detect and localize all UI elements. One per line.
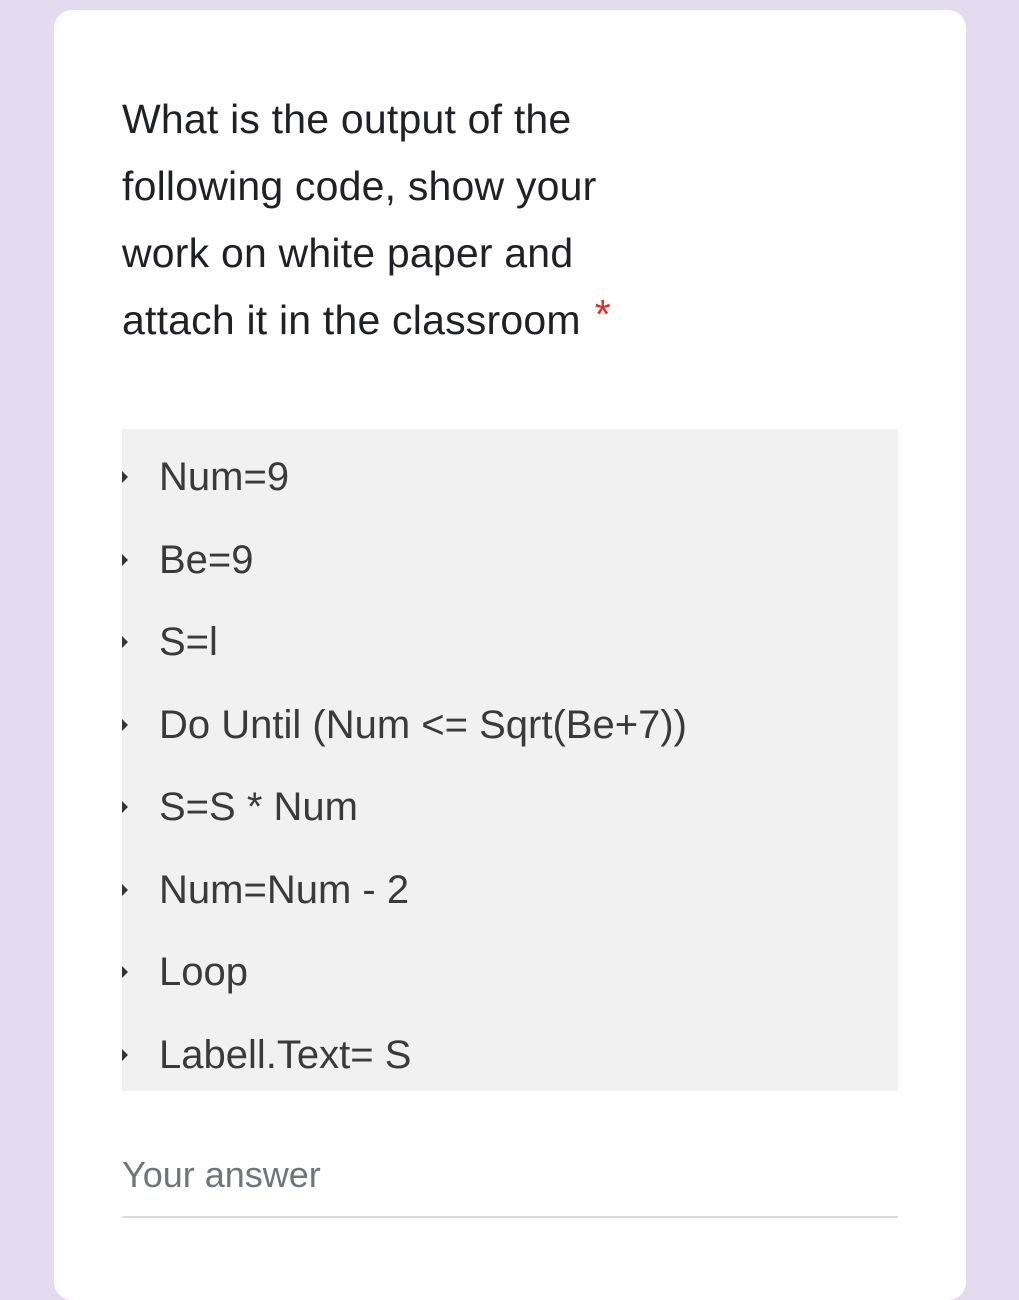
code-line-text: Loop [159, 949, 248, 994]
bullet-icon [122, 471, 128, 483]
code-image [122, 429, 898, 1091]
code-line [122, 860, 409, 920]
code-line [122, 777, 358, 837]
question-title [122, 86, 722, 354]
bullet-icon [122, 1049, 128, 1061]
code-line-text: Num=Num - 2 [159, 867, 410, 912]
bullet-icon [122, 636, 128, 648]
code-line [122, 612, 218, 672]
question-line: work on white paper and [122, 230, 574, 276]
code-line [122, 695, 687, 755]
question-line-text: attach it in the classroom [122, 297, 581, 343]
code-line-text: Be=9 [159, 537, 254, 582]
question-card [54, 10, 966, 1300]
bullet-icon [122, 966, 128, 978]
required-asterisk: * [594, 291, 611, 337]
question-line: following code, show your [122, 163, 597, 209]
bullet-icon [122, 554, 128, 566]
code-line [122, 942, 248, 1002]
answer-placeholder: Your answer [122, 1154, 321, 1195]
code-line-text: S=S * Num [159, 784, 358, 829]
code-line [122, 1025, 411, 1085]
code-line-text: Num=9 [159, 454, 290, 499]
question-line [122, 287, 722, 354]
code-line-text: Labell.Text= S [159, 1032, 412, 1077]
answer-input[interactable] [122, 1150, 898, 1218]
code-line-text: S=l [159, 619, 218, 664]
code-line-text: Do Until (Num <= Sqrt(Be+7)) [159, 702, 687, 747]
bullet-icon [122, 719, 128, 731]
bullet-icon [122, 884, 128, 896]
question-line: What is the output of the [122, 96, 572, 142]
code-line [122, 530, 254, 590]
code-line [122, 447, 289, 507]
bullet-icon [122, 801, 128, 813]
